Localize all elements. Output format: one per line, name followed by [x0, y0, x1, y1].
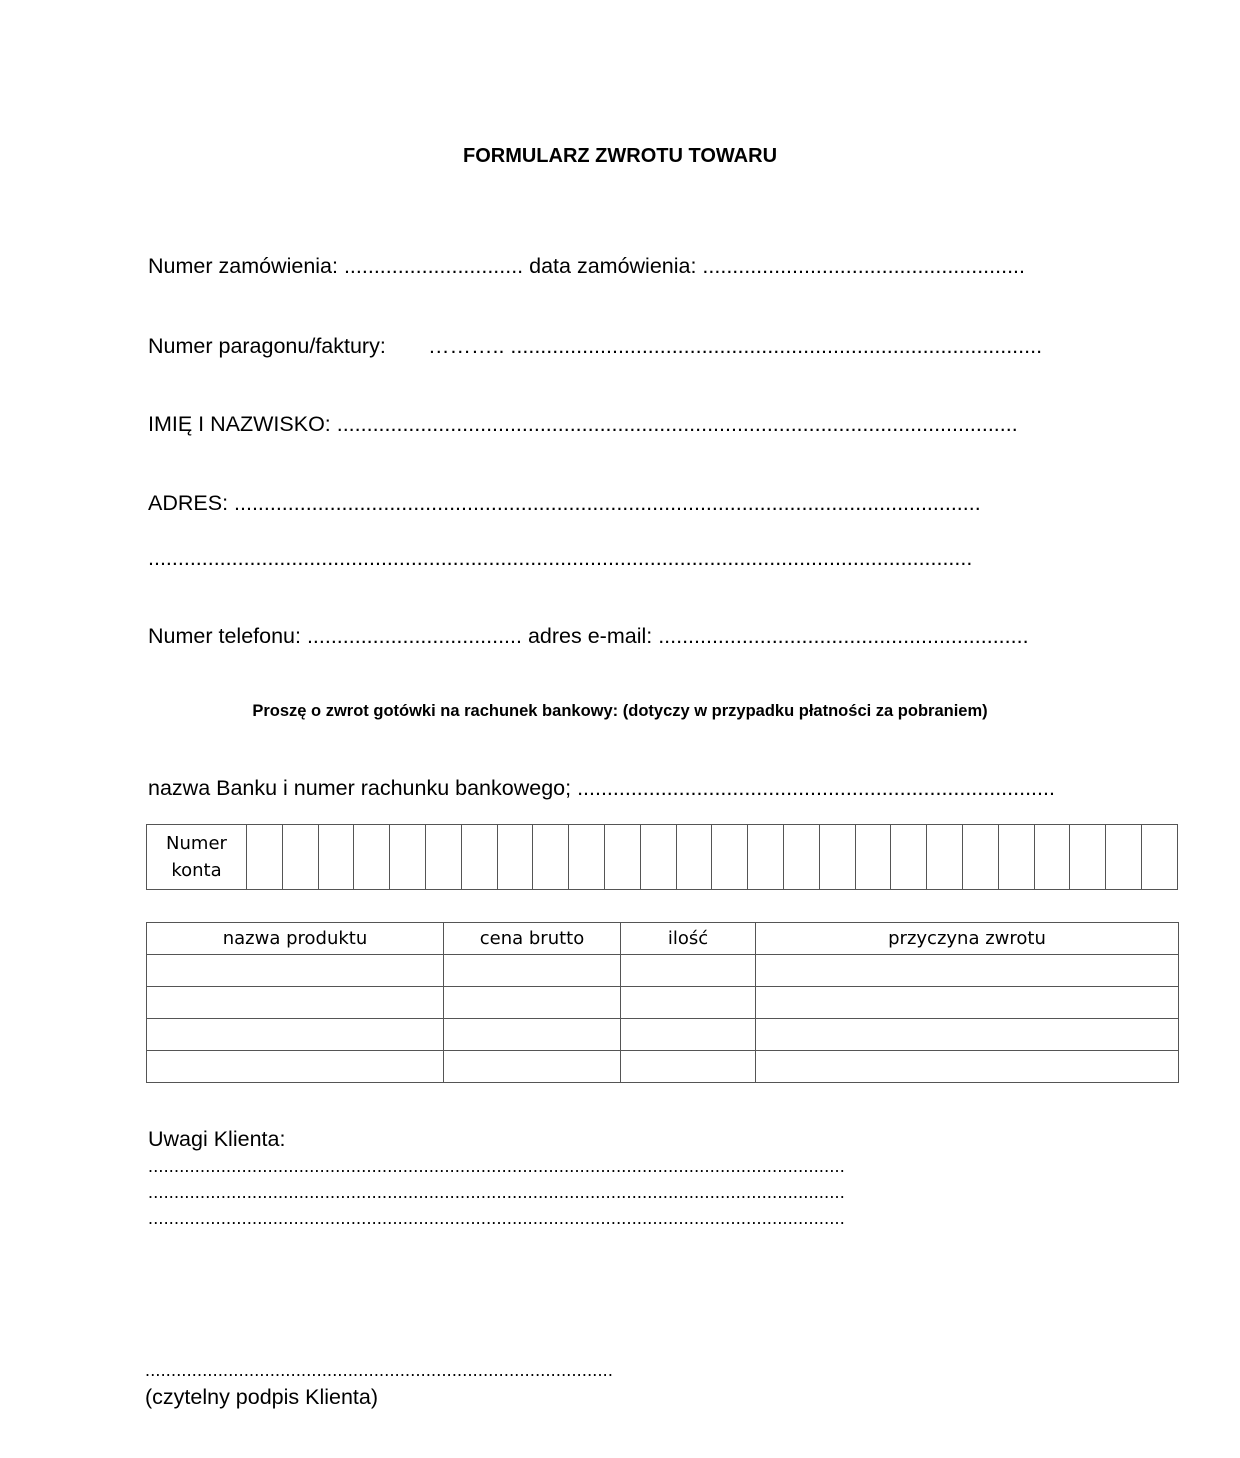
bank-account-line: nazwa Banku i numer rachunku bankowego; ................................................................................ [148, 776, 1055, 800]
return-reason-cell[interactable] [756, 987, 1179, 1019]
product-row [147, 1019, 1179, 1051]
product-name-cell[interactable] [147, 955, 444, 987]
account-digit-cell[interactable] [533, 825, 569, 890]
product-name-cell[interactable] [147, 987, 444, 1019]
account-digit-cell[interactable] [998, 825, 1034, 890]
account-digit-cell[interactable] [282, 825, 318, 890]
account-digit-cell[interactable] [604, 825, 640, 890]
account-number-row [147, 825, 1178, 890]
form-title: FORMULARZ ZWROTU TOWARU [462, 145, 778, 167]
product-row [147, 955, 1179, 987]
account-digit-cell[interactable] [855, 825, 891, 890]
account-digit-cell[interactable] [569, 825, 605, 890]
refund-note: Proszę o zwrot gotówki na rachunek bankowy: (dotyczy w przypadku płatności za pobraniem) [252, 702, 988, 720]
account-label-line-2: konta [171, 860, 222, 881]
product-table [146, 922, 1179, 1083]
account-digit-cell[interactable] [962, 825, 998, 890]
gross-price-cell[interactable] [444, 1051, 621, 1083]
quantity-cell[interactable] [621, 987, 756, 1019]
gross-price-cell[interactable] [444, 1019, 621, 1051]
account-digit-cell[interactable] [318, 825, 354, 890]
remarks-line-2[interactable]: ...................................................................................................................................... [148, 1182, 845, 1202]
account-digit-cell[interactable] [927, 825, 963, 890]
account-digit-cell[interactable] [247, 825, 283, 890]
header-return-reason: przyczyna zwrotu [756, 923, 1179, 955]
account-digit-cell[interactable] [390, 825, 426, 890]
quantity-cell[interactable] [621, 1051, 756, 1083]
contact-line: Numer telefonu: .................................... adres e-mail: .............................................................. [148, 624, 1029, 648]
address-line: ADRES: ............................................................................................................................. [148, 491, 981, 515]
header-quantity: ilość [621, 923, 756, 955]
account-digit-cell[interactable] [748, 825, 784, 890]
header-gross-price: cena brutto [444, 923, 621, 955]
product-name-cell[interactable] [147, 1051, 444, 1083]
return-reason-cell[interactable] [756, 1019, 1179, 1051]
account-digit-cell[interactable] [712, 825, 748, 890]
return-reason-cell[interactable] [756, 955, 1179, 987]
account-digit-cell[interactable] [1141, 825, 1177, 890]
header-product-name: nazwa produktu [147, 923, 444, 955]
gross-price-cell[interactable] [444, 987, 621, 1019]
product-name-cell[interactable] [147, 1019, 444, 1051]
account-number-label [147, 825, 247, 890]
address-line-2[interactable]: .......................................................................................................................................... [148, 546, 973, 570]
remarks-line-1[interactable]: ...................................................................................................................................... [148, 1156, 845, 1176]
account-digit-cell[interactable] [425, 825, 461, 890]
account-digit-cell[interactable] [1070, 825, 1106, 890]
quantity-cell[interactable] [621, 1019, 756, 1051]
account-digit-cell[interactable] [640, 825, 676, 890]
product-row [147, 987, 1179, 1019]
return-reason-cell[interactable] [756, 1051, 1179, 1083]
order-number-line: Numer zamówienia: .............................. data zamówienia: ...................................................... [148, 254, 1025, 278]
signature-line[interactable]: .......................................................................................... [145, 1360, 614, 1380]
receipt-number-field[interactable]: ……….. ......................................................................................... [428, 334, 1043, 358]
account-digit-cell[interactable] [891, 825, 927, 890]
signature-caption: (czytelny podpis Klienta) [145, 1385, 379, 1409]
product-row [147, 1051, 1179, 1083]
account-label-line-1: Numer [166, 833, 227, 854]
account-number-grid [146, 824, 1178, 890]
account-digit-cell[interactable] [676, 825, 712, 890]
account-digit-cell[interactable] [354, 825, 390, 890]
full-name-line: IMIĘ I NAZWISKO: .................................................................................................................. [148, 412, 1018, 436]
account-digit-cell[interactable] [461, 825, 497, 890]
receipt-number-label: Numer paragonu/faktury: [148, 334, 386, 358]
remarks-label: Uwagi Klienta: [148, 1127, 286, 1151]
quantity-cell[interactable] [621, 955, 756, 987]
gross-price-cell[interactable] [444, 955, 621, 987]
account-digit-cell[interactable] [497, 825, 533, 890]
remarks-line-3[interactable]: ...................................................................................................................................... [148, 1208, 845, 1228]
account-digit-cell[interactable] [1034, 825, 1070, 890]
account-digit-cell[interactable] [783, 825, 819, 890]
product-table-header [147, 923, 1179, 955]
account-digit-cell[interactable] [819, 825, 855, 890]
account-digit-cell[interactable] [1106, 825, 1142, 890]
